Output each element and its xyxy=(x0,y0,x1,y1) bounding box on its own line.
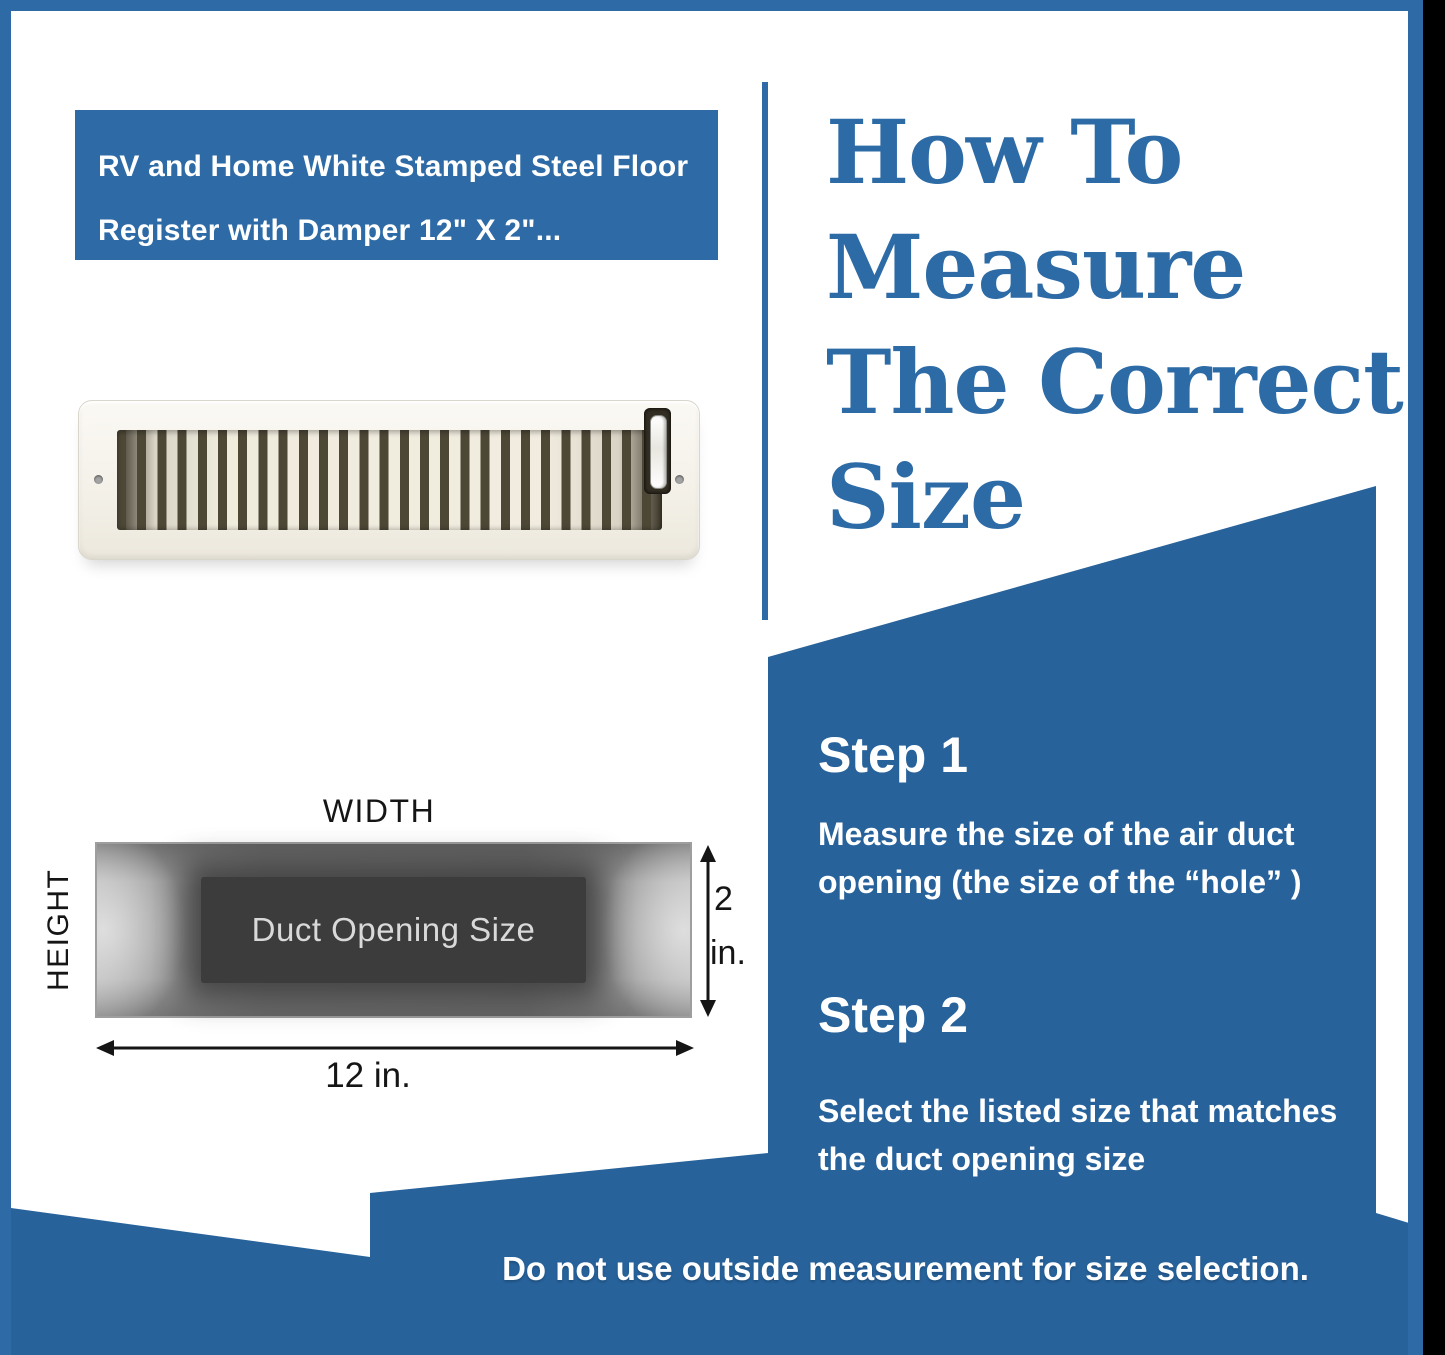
product-image-floor-register xyxy=(78,400,700,560)
page-title-line1: How To xyxy=(826,100,1183,204)
duct-opening-size-label: Duct Opening Size xyxy=(251,910,536,948)
footer-warning-text: Do not use outside measurement for size selection. xyxy=(502,1250,1309,1287)
duct-opening-illustration xyxy=(95,842,692,1018)
height-value-number: 2 xyxy=(714,880,733,918)
page-title xyxy=(826,95,1426,555)
step2-body-line2: the duct opening size xyxy=(818,1141,1146,1177)
product-title-box xyxy=(75,110,718,260)
frame-border-left xyxy=(0,0,11,1355)
register-damper-lever xyxy=(650,415,667,489)
step2-body-line1: Select the listed size that matches xyxy=(818,1093,1338,1129)
right-black-strip xyxy=(1423,0,1445,1355)
product-title-line2: Register with Damper 12" X 2"... xyxy=(98,214,562,247)
page-title-line2: Measure xyxy=(826,215,1246,319)
step1-body-line1: Measure the size of the air duct xyxy=(818,816,1295,852)
section-divider-line xyxy=(762,82,768,620)
height-value-unit: in. xyxy=(710,934,746,972)
step2-body xyxy=(818,1087,1337,1183)
register-screw-hole-right xyxy=(675,475,684,484)
diagram-height-label: HEIGHT xyxy=(42,868,75,992)
diagram-width-label: WIDTH xyxy=(322,793,436,829)
page-title-line4: Size xyxy=(826,445,1025,549)
register-screw-hole-left xyxy=(94,475,103,484)
product-title-line1: RV and Home White Stamped Steel Floor xyxy=(98,150,689,183)
step1-body xyxy=(818,810,1302,906)
frame-border-top xyxy=(0,0,1423,11)
step1-body-line2: opening (the size of the “hole” ) xyxy=(818,864,1302,900)
register-damper-slot xyxy=(644,408,671,494)
duct-opening-dark-area xyxy=(201,877,586,984)
step1-heading: Step 1 xyxy=(818,727,969,783)
page-title-line3: The Correct xyxy=(826,330,1403,434)
width-value: 12 in. xyxy=(325,1056,411,1095)
register-louver-slots xyxy=(117,430,662,530)
step2-heading: Step 2 xyxy=(818,987,969,1043)
